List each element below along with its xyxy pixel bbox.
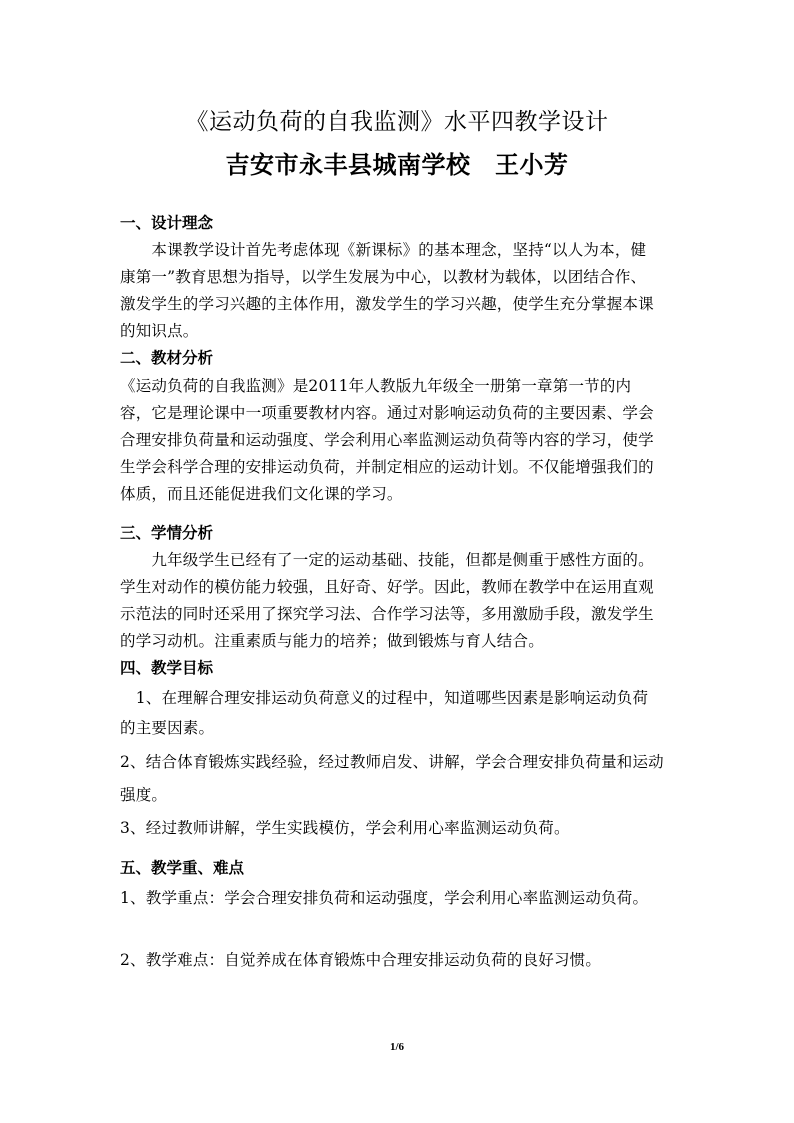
paragraph-line: 的知识点。 [120, 322, 199, 340]
document-subtitle: 吉安市永丰县城南学校 王小芳 [225, 150, 569, 179]
section-heading-learner-analysis: 三、学情分析 [120, 524, 214, 542]
paragraph-line: 2、教学难点：自觉养成在体育锻炼中合理安排运动负荷的良好习惯。 [120, 951, 602, 969]
paragraph-line: 体质，而且还能促进我们文化课的学习。 [120, 485, 403, 503]
paragraph-line: 2、结合体育锻炼实践经验，经过教师启发、讲解，学会合理安排负荷量和运动 [120, 753, 664, 771]
paragraph-line: 示范法的同时还采用了探究学习法、合作学习法等，多用激励手段，激发学生 [120, 605, 654, 623]
section-heading-key-points: 五、教学重、难点 [120, 859, 245, 877]
paragraph-line: 九年级学生已经有了一定的运动基础、技能，但都是侧重于感性方面的。 [120, 551, 654, 569]
section-heading-teaching-objectives: 四、教学目标 [120, 659, 214, 677]
paragraph-line: 强度。 [120, 786, 168, 804]
paragraph-line: 的主要因素。 [120, 719, 215, 737]
paragraph-line: 激发学生的学习兴趣的主体作用，激发学生的学习兴趣，使学生充分掌握本课 [120, 295, 654, 313]
section-heading-material-analysis: 二、教材分析 [120, 349, 214, 367]
document-title: 《运动负荷的自我监测》水平四教学设计 [185, 109, 609, 135]
paragraph-line: 容，它是理论课中一项重要教材内容。通过对影响运动负荷的主要因素、学会 [120, 404, 654, 422]
page-number: 1/6 [389, 1041, 405, 1053]
paragraph-line: 的学习动机。注重素质与能力的培养；做到锻炼与育人结合。 [120, 632, 544, 650]
paragraph-line: 1、在理解合理安排运动负荷意义的过程中，知道哪些因素是影响运动负荷 [120, 689, 649, 707]
paragraph-line: 《运动负荷的自我监测》是2011年人教版九年级全一册第一章第一节的内 [120, 377, 632, 395]
section-heading-design-concept: 一、设计理念 [120, 214, 214, 232]
paragraph-line: 合理安排负荷量和运动强度、学会利用心率监测运动负荷等内容的学习，使学 [120, 431, 654, 449]
paragraph-line: 学生对动作的模仿能力较强，且好奇、好学。因此，教师在教学中在运用直观 [120, 578, 654, 596]
paragraph-line: 1、教学重点：学会合理安排负荷和运动强度，学会利用心率监测运动负荷。 [120, 889, 649, 907]
paragraph-line: 本课教学设计首先考虑体现《新课标》的基本理念，坚持“以人为本，健 [120, 241, 647, 259]
paragraph-line: 生学会科学合理的安排运动负荷，并制定相应的运动计划。不仅能增强我们的 [120, 458, 654, 476]
paragraph-line: 康第一”教育思想为指导，以学生发展为中心，以教材为载体，以团结合作、 [120, 268, 647, 286]
paragraph-line: 3、经过教师讲解，学生实践模仿，学会利用心率监测运动负荷。 [120, 819, 570, 837]
